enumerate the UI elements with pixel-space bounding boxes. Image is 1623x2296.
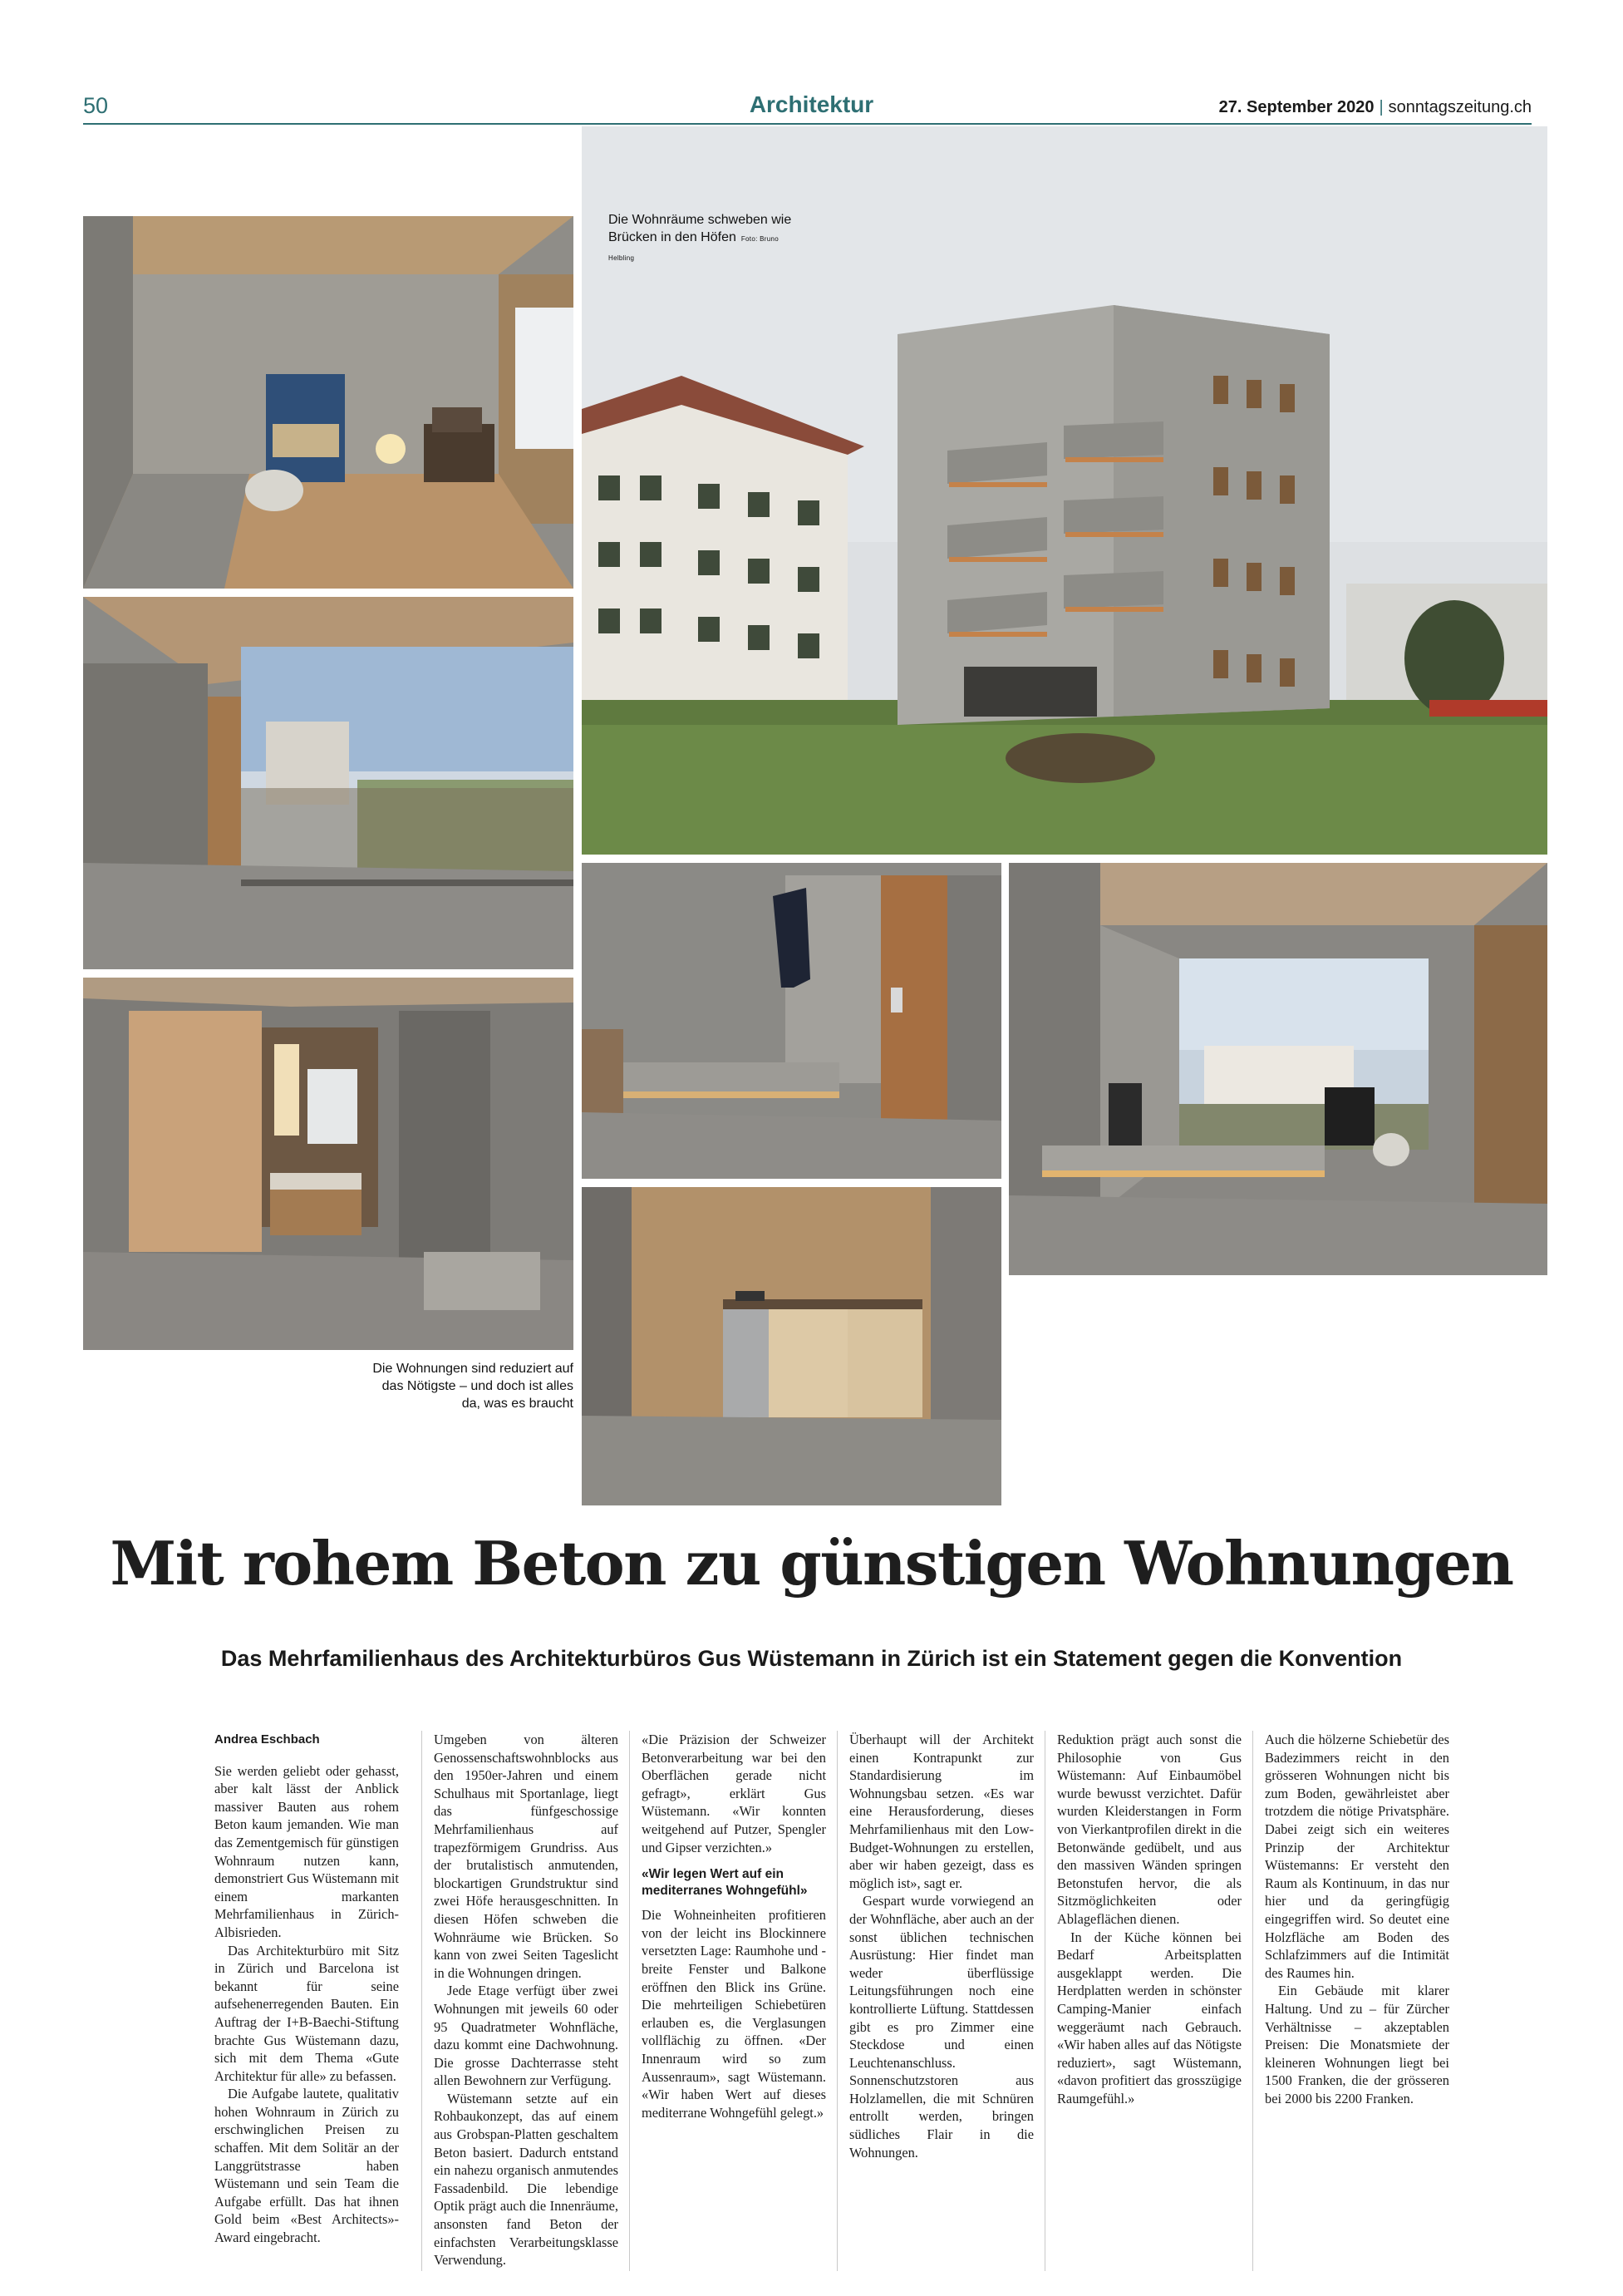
photo-credit: Foto: Bruno Helbling bbox=[608, 235, 779, 262]
date-text: 27. September 2020 bbox=[1218, 98, 1375, 116]
paragraph: Das Architekturbüro mit Sitz in Zürich und Barcelona ist bekannt für seine aufsehenerregenden Bauten. Ein Auftrag der I+B-Baechi-Stiftung brachte Gus Wüstemann dazu, sich mit dem Thema «Gute Architektur für alle» zu befassen. bbox=[214, 1942, 399, 2084]
text-column-4 bbox=[849, 1731, 1034, 2161]
issue-date: 27. September 2020 | sonntagszeitung.ch bbox=[1218, 98, 1532, 116]
paragraph: Überhaupt will der Architekt einen Kontrapunkt zur Standardisierung im Wohnungsbau setzen. «Es war eine Herausforderung, dieses Mehrfamilienhaus mit den Low-Budget-Wohnungen zu erstellen, aber wir haben gezeigt, dass es möglich ist», sagt er. bbox=[849, 1732, 1034, 1891]
pull-quote: «Wir legen Wert auf ein mediterranes Wohngefühl» bbox=[642, 1867, 808, 1899]
paragraph: «Die Präzision der Schweizer Betonverarbeitung war bei den Oberflächen gerade nicht gefragt», erklärt Gus Wüstemann. «Wir konnten weitgehend auf Putzer, Spengler und Gipser verzichten.» bbox=[642, 1732, 826, 1855]
paragraph: Gespart wurde vorwiegend an der Wohnfläche, aber auch an der sonst üblichen technischen Ausrüstung: Hier findet man weder überflüssige Leitungsführungen noch eine kontrollierte Lüftung. Stattdessen gibt es pro Zimmer eine Steckdose und einen Leuchtenanschluss. Sonnenschutzstoren aus Holzlamellen, die mit Schnüren entrollt werden, bringen südliches Flair in die Wohnungen. bbox=[849, 1893, 1034, 2161]
article-author: Andrea Eschbach bbox=[214, 1732, 320, 1747]
balcony-photo bbox=[83, 597, 573, 969]
article-headline: Mit rohem Beton zu günstigen Wohnungen bbox=[110, 1528, 1513, 1599]
bathroom-photo bbox=[83, 978, 573, 1350]
column-rule bbox=[1252, 1731, 1253, 2271]
header-rule bbox=[83, 123, 1532, 125]
column-rule bbox=[421, 1731, 422, 2271]
main-caption bbox=[608, 211, 799, 267]
page-number: 50 bbox=[83, 93, 109, 118]
paragraph: Umgeben von älteren Genossenschaftswohnblocks aus den 1950er-Jahren und einem Schulhaus mit Sportanlage, liegt das fünfgeschossige Mehrfamilienhaus auf trapezförmigem Grundriss. Aus der brutalistisch anmutenden, blockartigen Grundstruktur sind zwei Höfe herausgeschnitten. In diesen Höfen schweben die Wohnräume wie Brücken. So kann von zwei Seiten Tageslicht in die Wohnungen dringen. bbox=[434, 1732, 618, 1981]
section-title: Architektur bbox=[749, 91, 874, 117]
paragraph: Wüstemann setzte auf ein Rohbaukonzept, das auf einem aus Grobspan-Platten geschaltem Beton basiert. Dadurch entstand ein nahezu organisch anmutendes Fassadenbild. Die lebendige Optik prägt auch die Innenräume, ansonsten fand Beton der einfachsten Verarbeitungsklasse Verwendung. bbox=[434, 2090, 618, 2269]
paragraph: Sie werden geliebt oder gehasst, aber kalt lässt der Anblick massiver Bauten aus rohem Beton kaum jemanden. Wie man das Zementgemisch für günstigen Wohnraum nutzen kann, demonstriert Gus Wüstemann mit einem markanten Mehrfamilienhaus in Zürich-Albisrieden. bbox=[214, 1762, 399, 1940]
paragraph: Die Aufgabe lautete, qualitativ hohen Wohnraum in Zürich zu erschwinglichen Preisen zu schaffen. Mit dem Solitär an der Langgrütstrasse haben Wüstemann und sein Team die Aufgabe erfüllt. Das hat ihnen Gold beim «Best Architects»-Award eingebracht. bbox=[214, 2086, 399, 2246]
column-rule bbox=[837, 1731, 838, 2271]
paragraph: In der Küche können bei Bedarf Arbeitsplatten ausgeklappt werden. Die Herdplatten werden in schönster Camping-Manier einfach weggeräumt nach Gebrauch. «Wir haben alles auf das Nötigste reduziert», sagt Wüstemann, «davon profitiert das grosszügige Raumgefühl.» bbox=[1057, 1929, 1242, 2106]
paragraph: Reduktion prägt auch sonst die Philosophie von Gus Wüstemann: Auf Einbaumöbel wurde bewusst verzichtet. Dafür wurden Kleiderstangen in Form von Vierkantprofilen direkt in die Betonwände gedübelt, und aus den massiven Wänden springen Betonstufen hervor, die als Sitzmöglichkeiten oder Ablageflächen dienen. bbox=[1057, 1732, 1242, 1927]
article-subheadline: Das Mehrfamilienhaus des Architekturbüros Gus Wüstemann in Zürich ist ein Statement gegen die Konvention bbox=[220, 1646, 1403, 1671]
paragraph: Die Wohneinheiten profitieren von der leicht ins Blockinnere versetzten Lage: Raumhohe und -breite Fenster und Balkone eröffnen den Blick ins Grüne. Die mehrteiligen Schiebetüren erlauben es, die Verglasungen vollflächig zu öffnen. «Der Innenraum wird so zum Aussenraum», sagt Wüstemann. «Wir haben Wert auf dieses mediterrane Wohngefühl gelegt.» bbox=[642, 1907, 826, 2121]
text-column-1 bbox=[214, 1731, 399, 2247]
site-url: sonntagszeitung.ch bbox=[1388, 98, 1532, 116]
kitchen-photo bbox=[582, 1187, 1001, 1505]
entry-photo bbox=[582, 863, 1001, 1179]
paragraph: Jede Etage verfügt über zwei Wohnungen mit jeweils 60 oder 95 Quadratmeter Wohnfläche, dazu kommt eine Dachwohnung. Die grosse Dachterrasse steht allen Bewohnern zur Verfügung. bbox=[434, 1983, 618, 2089]
text-column-3 bbox=[642, 1731, 826, 2121]
text-column-2 bbox=[434, 1731, 618, 2269]
paragraph: Auch die hölzerne Schiebetür des Badezimmers reicht in den grösseren Wohnungen nicht bis zum Boden, gewährleistet aber trotzdem die nötige Privatsphäre. Dabei zeigt sich ein weiteres Prinzip der Architektur Wüstemanns: Er versteht den Raum als Kontinuum, in das nur hier und da geringfügig eingegriffen wird. So deutet eine Holzfläche am Boden des Schlafzimmers auf die Intimität des Raumes hin. bbox=[1265, 1732, 1449, 1981]
bedroom-photo bbox=[83, 216, 573, 589]
text-column-5 bbox=[1057, 1731, 1242, 2107]
main-caption-text: Die Wohnräume schweben wie Brücken in den Höfen bbox=[608, 213, 792, 244]
text-column-6 bbox=[1265, 1731, 1449, 2107]
interior-caption: Die Wohnungen sind reduziert auf das Nötigste – und doch ist alles da, was es braucht bbox=[372, 1362, 573, 1411]
paragraph: Ein Gebäude mit klarer Haltung. Und zu – für Zürcher Verhältnisse – akzeptablen Preisen: Die Monatsmiete der kleineren Wohnungen liegt bei 1500 Franken, die der grösseren bei 2000 bis 2200 Franken. bbox=[1265, 1983, 1449, 2106]
column-rule bbox=[629, 1731, 630, 2271]
living-photo bbox=[1009, 863, 1547, 1275]
